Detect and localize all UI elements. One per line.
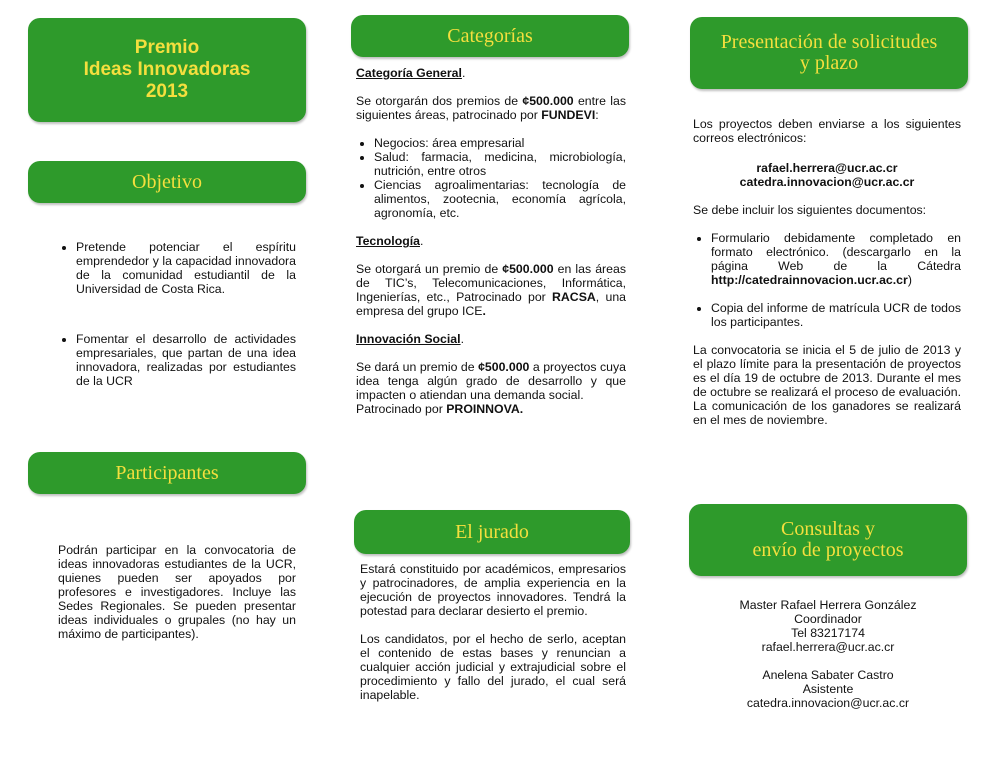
title-line-3: 2013 <box>145 81 189 102</box>
contact2-role: Asistente <box>802 682 854 696</box>
participantes-text: Podrán participar en la convocatoria de ideas innovadoras estudiantes de la UCR, quienes pueden ser apoyados por profesores e investigadores. Incluye las Sedes Regionales. Se pueden presentar ideas individuales o grupales (no hay un máximo de participantes). <box>58 543 296 641</box>
contact2-name: Anelena Sabater Castro <box>762 668 894 682</box>
consultas-line-2: envío de proyectos <box>752 539 904 561</box>
social-sponsor: PROINNOVA. <box>446 402 524 416</box>
categorias-body: Categoría General. Se otorgarán dos premios de ¢500.000 entre las siguientes áreas, patrocinado por FUNDEVI: • Negocios: área empresarial • Salud: farmacia, medicina, microbiología, nutrición, entre otros • Ciencias agroalimentarias: tecnología de alimentos, zootecnia, economía agrícola, agronomía, etc. Tecnología. Se otorgará un premio de ¢500.000 en las áreas de TIC’s, Telecomunicaciones, Informática, Ingenierías, etc., Patrocinado por RACSA, una empresa del grupo ICE. Innovación Social. Se dará un premio de ¢500.000 a proyectos cuya idea tenga algún grado de desarrollo y que impacten o atiendan una demanda social. Patrocinado por PROINNOVA. <box>356 66 626 416</box>
general-intro-b: entre las siguientes áreas, patrocinado por <box>356 94 626 122</box>
social-patron-label: Patrocinado por <box>356 402 447 416</box>
categorias-header-text: Categorías <box>447 24 533 47</box>
title-banner <box>28 18 306 122</box>
general-title: Categoría General <box>356 66 462 80</box>
general-intro: Se otorgarán dos premios de <box>356 94 523 108</box>
objetivo-item: • Pretende potenciar el espíritu emprendedor y la capacidad innovadora de la comunidad estudiantil de la Universidad de Costa Rica. <box>76 240 296 296</box>
jurado-body <box>360 562 626 702</box>
social-text-b: a proyectos cuya idea tenga algún grado de desarrollo y que impacten o atiendan una demanda social. <box>356 360 626 402</box>
tecnologia-text: Se otorgará un premio de <box>356 262 503 276</box>
presentacion-line-1: Presentación de solicitudes <box>720 31 938 53</box>
tecnologia-text-b: en las áreas de TIC’s, Telecomunicaciones, Informática, Ingenierías, etc., Patrocinado por <box>356 262 626 304</box>
tecnologia-amount: ¢500.000 <box>502 262 554 276</box>
contact1-role: Coordinador <box>794 612 862 626</box>
objetivo-item: • Fomentar el desarrollo de actividades empresariales, que partan de una idea innovadora, realizadas por estudiantes de la UCR <box>76 332 296 388</box>
catedra-url: http://catedrainnovacion.ucr.ac.cr <box>711 273 908 287</box>
social-text: Se dará un premio de <box>356 360 479 374</box>
objetivo-header-text: Objetivo <box>132 170 202 193</box>
tecnologia-title: Tecnología <box>356 234 420 248</box>
jurado-p2: Los candidatos, por el hecho de serlo, aceptan el contenido de estas bases y renuncian a cualquier acción judicial y extrajudicial sobre el procedimiento y fallo del jurado, el cual será inapelable. <box>360 632 626 702</box>
convocatoria-text: La convocatoria se inicia el 5 de julio de 2013 y el plazo límite para la presentación de proyectos es el día 19 de octubre de 2013. Durante el mes de octubre se realizará el proceso de evaluación. La comunicación de los ganadores se realizará en el mes de noviembre. <box>693 343 961 427</box>
contact1-name: Master Rafael Herrera González <box>739 598 917 612</box>
general-item: • Ciencias agroalimentarias: tecnología de alimentos, zootecnia, economía agrícola, agronomía, etc. <box>374 178 626 220</box>
objetivo-list <box>58 240 296 388</box>
contact1-email: rafael.herrera@ucr.ac.cr <box>761 640 895 654</box>
contact1-phone: Tel 83217174 <box>791 626 865 640</box>
social-title: Innovación Social <box>356 332 461 346</box>
email-2: catedra.innovacion@ucr.ac.cr <box>739 175 915 189</box>
jurado-header <box>354 510 630 554</box>
participantes-header-text: Participantes <box>115 461 219 484</box>
consultas-header <box>689 504 967 576</box>
consultas-line-1: Consultas y <box>781 518 875 540</box>
doc1-close: ) <box>907 273 912 287</box>
general-sponsor: FUNDEVI <box>541 108 596 122</box>
participantes-header <box>28 452 306 494</box>
doc-item <box>711 231 961 287</box>
docs-intro: Se debe incluir los siguientes documentos: <box>693 203 927 217</box>
presentacion-intro: Los proyectos deben enviarse a los siguientes correos electrónicos: <box>693 117 961 145</box>
contacts <box>693 598 963 710</box>
email-1: rafael.herrera@ucr.ac.cr <box>756 161 898 175</box>
title-line-1: Premio <box>134 37 200 58</box>
presentacion-header <box>690 17 968 89</box>
doc-item: • Copia del informe de matrícula UCR de todos los participantes. <box>711 301 961 329</box>
jurado-p1: Estará constituido por académicos, empresarios y patrocinadores, de amplia experiencia en la ejecución de proyectos innovadores. Tendrá la potestad para declarar desierto el premio. <box>360 562 626 618</box>
general-item: • Salud: farmacia, medicina, microbiología, nutrición, entre otros <box>374 150 626 178</box>
jurado-header-text: El jurado <box>455 520 529 543</box>
categorias-header <box>351 15 629 57</box>
contact2-email: catedra.innovacion@ucr.ac.cr <box>746 696 910 710</box>
presentacion-body <box>693 117 961 427</box>
title-line-2: Ideas Innovadoras <box>83 59 251 80</box>
general-item: • Negocios: área empresarial <box>374 136 626 150</box>
objetivo-header <box>28 161 306 203</box>
general-amount: ¢500.000 <box>522 94 574 108</box>
social-amount: ¢500.000 <box>478 360 530 374</box>
tecnologia-text-c: , una empresa del grupo ICE <box>356 290 626 318</box>
doc1-text: Formulario debidamente completado en formato electrónico. (descargarlo en la página Web de la Cátedra <box>711 231 961 273</box>
presentacion-line-2: y plazo <box>799 52 859 74</box>
tecnologia-sponsor: RACSA <box>552 290 596 304</box>
